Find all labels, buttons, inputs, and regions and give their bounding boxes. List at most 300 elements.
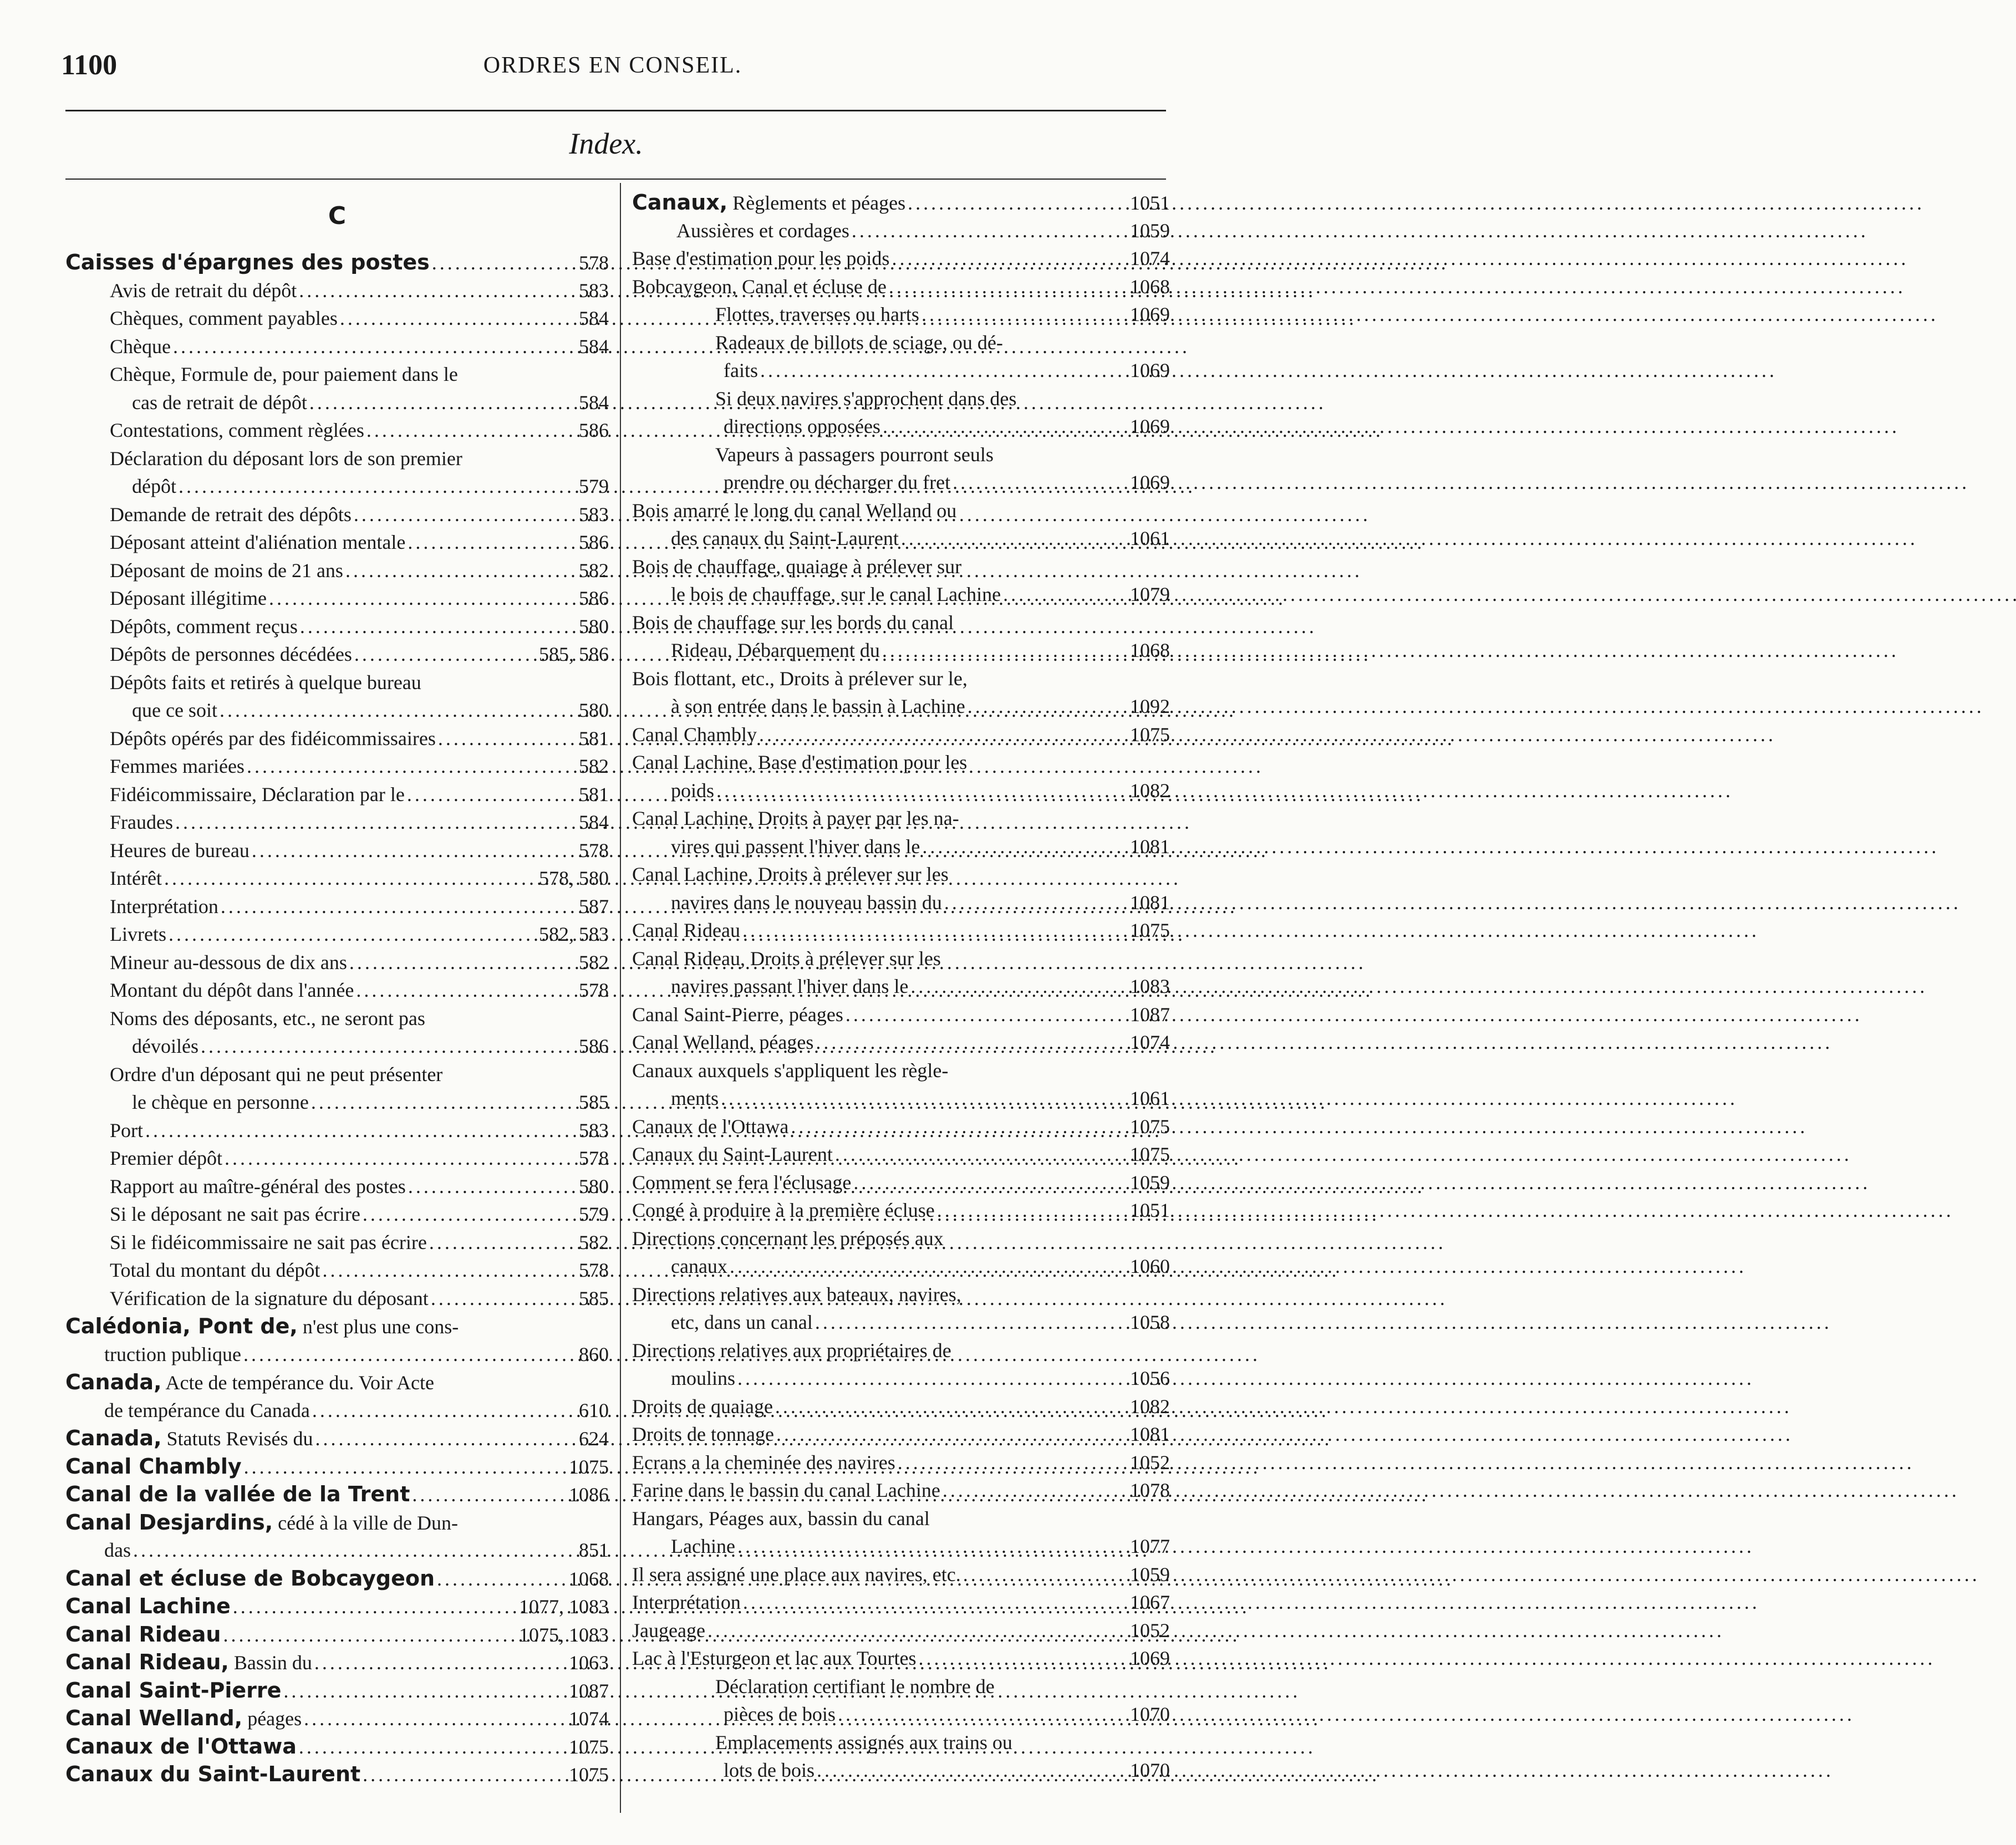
entry-line (632, 497, 1170, 525)
entry-line (65, 752, 609, 781)
entry-text: Flottes, traverses ou harts (715, 303, 919, 325)
entry-term (65, 1508, 458, 1537)
index-entry (65, 1564, 609, 1593)
entry-line (65, 893, 609, 921)
entry-term (65, 1760, 360, 1789)
entry-text: Canal Lachine, Droits à payer par les na- (632, 807, 959, 829)
entry-text: prendre ou décharger du fret (724, 471, 951, 493)
entry-text: Statuts Revisés du (161, 1428, 313, 1450)
entry-heading: Canaux du Saint-Laurent (65, 1762, 361, 1786)
page-reference: 578, 580 (539, 867, 609, 889)
dot-leader (922, 833, 1128, 861)
page-reference: 1061 (1130, 527, 1170, 549)
entry-line (65, 1424, 609, 1452)
page-reference: 586 (579, 1035, 609, 1057)
entry-term (632, 1561, 961, 1589)
entry-text: Lac à l'Esturgeon et lac aux Tourtes (632, 1647, 917, 1669)
dot-leader (179, 472, 577, 501)
dot-leader (937, 1196, 1128, 1225)
entry-heading: Canada, (65, 1426, 162, 1450)
entry-text: Canal Rideau, Droits à prélever sur les (632, 947, 941, 970)
entry-line (632, 1225, 1170, 1253)
page-reference: 583 (579, 1119, 609, 1141)
entry-line (65, 445, 609, 473)
entry-continuation (632, 889, 1170, 917)
entry-text: Chèque, Formule de, pour paiement dans le (110, 363, 458, 385)
page-reference: 583 (579, 279, 609, 302)
entry-line (65, 1676, 609, 1705)
entry-term (65, 248, 430, 277)
entry-line (632, 1476, 1170, 1505)
index-entry (65, 1704, 609, 1732)
index-entry (632, 916, 1170, 945)
index-entry (632, 1281, 1170, 1337)
entry-line (65, 1061, 609, 1089)
entry-continuation (632, 1700, 1170, 1729)
entry-term (632, 1001, 843, 1029)
index-entry (65, 893, 609, 921)
entry-text: Dépôts faits et retirés à quelque bureau (110, 671, 421, 694)
entry-text: cédé à la ville de Dun- (273, 1511, 458, 1534)
entry-term (110, 725, 436, 753)
dot-leader (943, 1476, 1128, 1505)
entry-continuation (632, 777, 1170, 805)
entry-term (632, 1225, 944, 1253)
dot-leader (173, 333, 577, 361)
page-reference: 1081 (1130, 1423, 1170, 1445)
entry-term (110, 557, 343, 585)
page-reference: 1068 (569, 1567, 609, 1590)
entry-line (632, 1057, 1170, 1085)
entry-line (65, 304, 609, 333)
entry-line (65, 640, 609, 669)
entry-text: Emplacements assignés aux trains ou (715, 1731, 1012, 1754)
entry-text: Contestations, comment règlées (110, 419, 364, 441)
entry-term (110, 613, 298, 641)
dot-leader (438, 725, 577, 753)
entry-line (65, 248, 609, 277)
entry-term (715, 329, 1003, 357)
entry-term (110, 640, 352, 669)
index-entry (632, 721, 1170, 749)
dot-leader (922, 300, 1128, 329)
dot-leader (221, 893, 577, 921)
dot-leader (431, 1285, 577, 1313)
dot-leader (314, 1649, 567, 1677)
page-reference: 624 (579, 1428, 609, 1450)
entry-text: Comment se fera l'éclusage (632, 1171, 852, 1194)
entry-text: Directions relatives aux bateaux, navires, (632, 1283, 961, 1306)
entry-term (110, 360, 458, 389)
index-entry (65, 1173, 609, 1201)
page-reference: 1079 (1130, 583, 1170, 605)
entry-text: Interprétation (110, 895, 218, 918)
entry-line (65, 976, 609, 1005)
page-header (61, 49, 1164, 88)
index-entry (632, 1196, 1170, 1225)
entry-continuation (632, 972, 1170, 1001)
entry-line (65, 1173, 609, 1201)
entry-continuation (632, 580, 1170, 609)
entry-line (632, 1673, 1170, 1701)
entry-term (110, 781, 405, 809)
page-reference: 610 (579, 1399, 609, 1421)
entry-term (110, 528, 405, 557)
right-entries (632, 188, 1170, 1785)
entry-term (632, 188, 905, 217)
entry-term (715, 385, 1016, 413)
page-reference: 1075, 1083 (519, 1623, 609, 1646)
dot-leader (300, 613, 577, 641)
entry-line (65, 864, 609, 893)
entry-line (65, 557, 609, 585)
index-entry (65, 613, 609, 641)
page-reference: 585, 586 (539, 643, 609, 665)
page-reference: 584 (579, 307, 609, 329)
page-reference: 1068 (1130, 275, 1170, 298)
dot-leader (815, 1308, 1128, 1337)
page-reference: 1069 (1130, 303, 1170, 325)
page-reference: 583 (579, 503, 609, 526)
entry-text: truction publique (104, 1343, 241, 1365)
dot-leader (345, 557, 577, 585)
page-reference: 1067 (1130, 1591, 1170, 1613)
entry-term (110, 445, 462, 473)
entry-text: Port (110, 1119, 144, 1141)
entry-heading: Canal Desjardins, (65, 1510, 273, 1535)
entry-term (632, 1588, 741, 1617)
entry-line (65, 1229, 609, 1257)
entry-line (65, 1480, 609, 1508)
page-reference: 1082 (1130, 779, 1170, 802)
page-reference: 1059 (1130, 1563, 1170, 1586)
entry-continuation (632, 636, 1170, 665)
dot-leader (816, 1028, 1128, 1057)
entry-term (632, 609, 954, 637)
dot-leader (309, 389, 577, 417)
entry-continuation (632, 1756, 1170, 1785)
entry-text: le chèque en personne (132, 1091, 309, 1113)
entry-continuation (65, 1397, 609, 1425)
entry-text: Déposant illégitime (110, 587, 267, 609)
entry-line (632, 1281, 1170, 1309)
entry-text: Bois amarré le long du canal Welland ou (632, 499, 957, 522)
page-reference: 1075 (569, 1735, 609, 1758)
index-entry (632, 1028, 1170, 1057)
entry-continuation (65, 1536, 609, 1564)
entry-text: Rideau, Débarquement du (671, 639, 880, 661)
entry-continuation (65, 696, 609, 725)
page-reference: 580 (579, 1175, 609, 1197)
index-entry (632, 1644, 1170, 1673)
index-entry (65, 1200, 609, 1229)
entry-text: Dépôts opérés par des fidéicommissaires (110, 727, 436, 750)
dot-leader (366, 416, 577, 445)
entry-text: Bassin du (228, 1652, 312, 1674)
index-entry (632, 1673, 1170, 1729)
index-entry (65, 277, 609, 305)
entry-term (110, 277, 297, 305)
entry-text: Canaux de l'Ottawa (632, 1115, 789, 1138)
dot-leader (737, 1364, 1128, 1393)
index-entry (65, 781, 609, 809)
entry-continuation (65, 389, 609, 417)
entry-text: Heures de bureau (110, 839, 250, 862)
page-reference: 584 (579, 391, 609, 414)
page-reference: 578 (579, 1147, 609, 1169)
index-entry (632, 1476, 1170, 1505)
dot-leader (846, 1001, 1128, 1029)
entry-term (110, 416, 364, 445)
entry-term (65, 1648, 312, 1677)
index-entry (65, 949, 609, 977)
index-entry (65, 1144, 609, 1173)
entry-term (632, 1057, 948, 1085)
dot-leader (407, 781, 577, 809)
page-reference: 1087 (569, 1679, 609, 1702)
page-reference: 584 (579, 335, 609, 358)
entry-line (632, 1001, 1170, 1029)
page-reference: 1069 (1130, 359, 1170, 381)
page-reference: 578 (579, 839, 609, 862)
entry-text: moulins (671, 1367, 736, 1389)
entry-text: Chèques, comment payables (110, 307, 338, 329)
page-reference: 579 (579, 1203, 609, 1225)
entry-text: Vérification de la signature du déposant (110, 1287, 429, 1309)
dot-leader (953, 468, 1128, 497)
entry-text: poids (671, 779, 715, 802)
entry-text: Intérêt (110, 867, 162, 889)
page-reference: 1051 (1130, 1199, 1170, 1221)
entry-line (65, 808, 609, 837)
entry-text: Bois flottant, etc., Droits à prélever sur le, (632, 667, 968, 690)
index-entry (65, 557, 609, 585)
entry-text: das (104, 1539, 131, 1561)
entry-line (65, 1648, 609, 1676)
entry-line (632, 1337, 1170, 1365)
entry-line (632, 609, 1170, 637)
page-reference: 1069 (1130, 471, 1170, 493)
index-entry (65, 640, 609, 669)
entry-text: Chèque (110, 335, 171, 358)
index-entry (65, 1424, 609, 1452)
entry-text: Premier dépôt (110, 1147, 222, 1169)
dot-leader (835, 1140, 1128, 1169)
entry-line (65, 837, 609, 865)
entry-text: Si le déposant ne sait pas écrire (110, 1203, 360, 1225)
page-reference: 1069 (1130, 1647, 1170, 1669)
dot-leader (743, 1588, 1128, 1617)
entry-term (676, 217, 849, 245)
dot-leader (730, 1252, 1128, 1281)
dot-leader (269, 584, 577, 613)
entry-text: Canaux auxquels s'appliquent les règle- (632, 1059, 949, 1082)
dot-leader (412, 1481, 567, 1509)
index-entry (632, 1225, 1170, 1281)
dot-leader (304, 1705, 567, 1733)
entry-term (632, 1449, 895, 1477)
page-reference: 1070 (1130, 1703, 1170, 1725)
dot-leader (354, 640, 537, 669)
entry-text: Règlements et péages (727, 192, 906, 214)
entry-line (65, 1732, 609, 1761)
entry-term (110, 1256, 320, 1285)
entry-line (632, 1449, 1170, 1477)
entry-text: Déclaration certifiant le nombre de (715, 1675, 995, 1698)
dot-leader (838, 1700, 1128, 1729)
entry-line (632, 945, 1170, 973)
index-entry (65, 333, 609, 361)
page-reference: 580 (579, 615, 609, 638)
entry-term (110, 976, 354, 1005)
dot-leader (883, 412, 1128, 441)
entry-term (110, 949, 347, 977)
entry-term (110, 752, 245, 781)
entry-line (65, 1200, 609, 1229)
index-entry (65, 920, 609, 949)
entry-term (632, 748, 967, 777)
index-entry (632, 1420, 1170, 1449)
dot-leader (223, 1621, 517, 1649)
entry-text: dévoilés (132, 1035, 198, 1057)
entry-line (632, 1113, 1170, 1141)
entry-line (65, 725, 609, 753)
entry-heading: Canada, (65, 1370, 162, 1394)
dot-leader (817, 1756, 1128, 1785)
index-entry (632, 1113, 1170, 1141)
entry-continuation (632, 1308, 1170, 1337)
entry-continuation (632, 1084, 1170, 1113)
page-reference: 1060 (1130, 1255, 1170, 1277)
dot-leader (201, 1032, 577, 1061)
entry-term (65, 1704, 302, 1733)
page-reference: 586 (579, 587, 609, 609)
dot-leader (299, 1733, 567, 1761)
header-rule (65, 110, 1166, 111)
entry-line (65, 277, 609, 305)
entry-text: Bois de chauffage, quaiage à prélever sur (632, 555, 962, 578)
entry-term (632, 945, 941, 973)
dot-leader (408, 1173, 577, 1201)
entry-heading: Calédonia, Pont de, (65, 1314, 298, 1338)
entry-text: Congé à produire à la première écluse (632, 1199, 935, 1221)
page-reference: 1086 (569, 1484, 609, 1506)
index-entry (65, 725, 609, 753)
dot-leader (968, 692, 1128, 721)
index-entry (632, 860, 1170, 916)
page-reference: 1092 (1130, 695, 1170, 717)
entry-line (632, 1505, 1170, 1533)
entry-text: cas de retrait de dépôt (132, 391, 307, 414)
entry-term (110, 893, 218, 921)
dot-leader (408, 528, 577, 557)
entry-line (65, 1704, 609, 1732)
entry-continuation (632, 356, 1170, 385)
entry-text: Dépôts, comment reçus (110, 615, 298, 638)
entry-line (65, 1144, 609, 1173)
page-reference: 1068 (1130, 639, 1170, 661)
index-entry (632, 1505, 1170, 1561)
entry-text: Ecrans a la cheminée des navires (632, 1451, 895, 1474)
index-entry (632, 1588, 1170, 1617)
dot-leader (852, 217, 1128, 245)
page-reference: 578 (579, 979, 609, 1001)
entry-text: Radeaux de billots de sciage, ou dé- (715, 331, 1003, 354)
page-reference: 1052 (1130, 1619, 1170, 1642)
page-reference: 584 (579, 811, 609, 833)
entry-term (110, 501, 352, 529)
entry-heading: Canal Chambly (65, 1454, 242, 1479)
page-reference: 1061 (1130, 1087, 1170, 1109)
entry-text: canaux (671, 1255, 727, 1277)
index-entry (632, 1617, 1170, 1645)
entry-heading: Canal Welland, (65, 1706, 243, 1730)
index-entry (632, 804, 1170, 860)
entry-term (110, 1117, 143, 1145)
page-reference: 1075 (569, 1455, 609, 1478)
page-reference: 1075 (569, 1764, 609, 1786)
entry-line (65, 1256, 609, 1285)
entry-text: Canal Saint-Pierre, péages (632, 1003, 843, 1026)
entry-text: Fidéicommissaire, Déclaration par le (110, 783, 405, 806)
index-entry (632, 553, 1170, 609)
entry-line (632, 1644, 1170, 1673)
entry-text: Femmes mariées (110, 755, 245, 777)
dot-leader (247, 752, 577, 781)
entry-heading: Caisses d'épargnes des postes (65, 250, 430, 274)
entry-term (632, 1617, 705, 1645)
entry-text: Droits de tonnage (632, 1423, 774, 1445)
dot-leader (175, 808, 577, 837)
entry-text: Canal Lachine, Droits à prélever sur les (632, 863, 949, 885)
page-reference: 1077 (1130, 1535, 1170, 1557)
entry-line (65, 1508, 609, 1537)
entry-line (65, 416, 609, 445)
entry-term (110, 1005, 425, 1033)
index-entry (65, 808, 609, 837)
dot-leader (775, 1393, 1128, 1421)
entry-line (65, 333, 609, 361)
index-entry (65, 1005, 609, 1061)
page-reference: 580 (579, 699, 609, 721)
index-entry (65, 1508, 609, 1564)
dot-leader (963, 1561, 1128, 1589)
index-entry (632, 609, 1170, 665)
entry-line (632, 1561, 1170, 1589)
index-entry (65, 1480, 609, 1508)
page-reference: 1059 (1130, 1171, 1170, 1194)
dot-leader (901, 524, 1128, 553)
dot-leader (220, 696, 577, 725)
dot-leader (791, 1113, 1128, 1141)
entry-text: ments (671, 1087, 719, 1109)
index-entry (65, 1452, 609, 1481)
entry-text: n'est plus une cons- (297, 1316, 459, 1338)
entry-text: Canal Lachine, Base d'estimation pour les (632, 751, 968, 773)
page-reference: 1075 (1130, 1115, 1170, 1138)
index-entry (65, 416, 609, 445)
entry-line (632, 804, 1170, 833)
index-entry (632, 665, 1170, 721)
entry-text: à son entrée dans le bassin à Lachine (671, 695, 965, 717)
entry-text: Acte de tempérance du. Voir Acte (161, 1372, 435, 1394)
index-entry (65, 360, 609, 416)
page-reference: 1059 (1130, 219, 1170, 242)
entry-continuation (65, 472, 609, 501)
index-entry (632, 1337, 1170, 1393)
dot-leader (252, 837, 577, 865)
entry-text: Hangars, Péages aux, bassin du canal (632, 1507, 930, 1530)
